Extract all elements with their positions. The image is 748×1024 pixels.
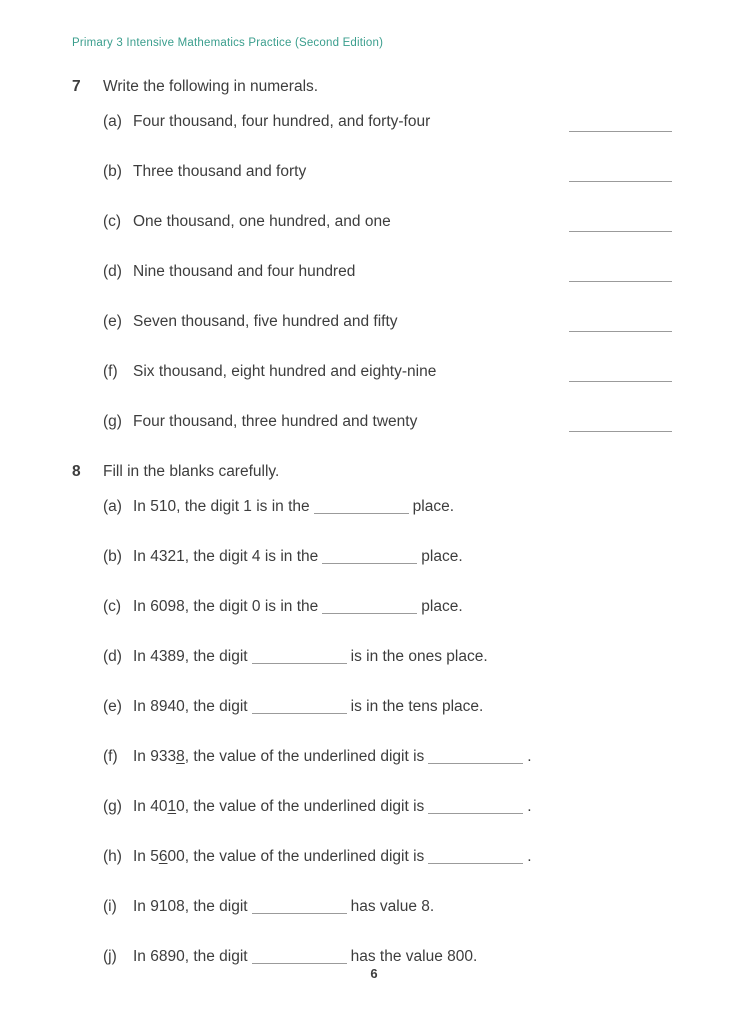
questions: [72, 76, 672, 996]
answer-blank: [314, 513, 409, 514]
question-item: [103, 696, 672, 718]
question-8: [72, 461, 672, 968]
item-text: In 4389, the digit is in the ones place.: [133, 648, 488, 665]
underlined-digit: 8: [176, 748, 185, 765]
item-label: (c): [103, 213, 122, 230]
item-label: (f): [103, 363, 118, 380]
item-label: (d): [103, 648, 122, 665]
item-label: (h): [103, 848, 122, 865]
item-text: In 510, the digit 1 is in the place.: [133, 498, 455, 515]
item-label: (b): [103, 163, 122, 180]
question-prompt: Write the following in numerals.: [103, 78, 319, 95]
question-item: [103, 646, 672, 668]
item-text: In 4321, the digit 4 is in the place.: [133, 548, 463, 565]
question-item: [103, 496, 672, 518]
answer-line: [569, 431, 672, 432]
item-label: (a): [103, 113, 122, 130]
question-item: [103, 946, 672, 968]
answer-blank: [252, 663, 347, 664]
item-label: (g): [103, 798, 122, 815]
running-header: Primary 3 Intensive Mathematics Practice (Second Edition): [72, 37, 384, 49]
item-label: (i): [103, 898, 117, 915]
question-item: [103, 411, 672, 433]
item-label: (c): [103, 598, 122, 615]
answer-line: [569, 331, 672, 332]
underlined-digit: 6: [158, 848, 168, 865]
answer-line: [569, 231, 672, 232]
item-text: Nine thousand and four hundred: [133, 263, 356, 280]
answer-blank: [252, 913, 347, 914]
answer-line: [569, 381, 672, 382]
answer-blank: [428, 763, 523, 764]
answer-blank: [322, 613, 417, 614]
item-label: (e): [103, 313, 122, 330]
question-item: [103, 896, 672, 918]
question-item: [103, 311, 672, 333]
item-text: Four thousand, four hundred, and forty-four: [133, 113, 431, 130]
item-label: (d): [103, 263, 122, 280]
item-text: Three thousand and forty: [133, 163, 307, 180]
answer-line: [569, 281, 672, 282]
question-header: [72, 76, 672, 98]
answer-blank: [252, 963, 347, 964]
item-text: In 9338, the value of the underlined digit is .: [133, 748, 532, 765]
item-label: (j): [103, 948, 117, 965]
answer-line: [569, 181, 672, 182]
item-text: In 5600, the value of the underlined digit is .: [133, 848, 532, 865]
answer-line: [569, 131, 672, 132]
item-text: Six thousand, eight hundred and eighty-nine: [133, 363, 437, 380]
question-prompt: Fill in the blanks carefully.: [103, 463, 280, 480]
answer-blank: [428, 813, 523, 814]
item-text: In 6890, the digit has the value 800.: [133, 948, 478, 965]
page-number: 6: [370, 966, 378, 981]
question-header: [72, 461, 672, 483]
answer-blank: [252, 713, 347, 714]
item-text: In 8940, the digit is in the tens place.: [133, 698, 484, 715]
item-text: Four thousand, three hundred and twenty: [133, 413, 418, 430]
question-item: [103, 796, 672, 818]
question-item: [103, 546, 672, 568]
question-item: [103, 111, 672, 133]
question-number: 7: [72, 78, 81, 95]
item-label: (f): [103, 748, 118, 765]
question-item: [103, 261, 672, 283]
item-label: (g): [103, 413, 122, 430]
item-label: (e): [103, 698, 122, 715]
question-item: [103, 211, 672, 233]
question-item: [103, 161, 672, 183]
item-text: In 4010, the value of the underlined digit is .: [133, 798, 532, 815]
question-item: [103, 361, 672, 383]
item-label: (b): [103, 548, 122, 565]
item-label: (a): [103, 498, 122, 515]
item-text: In 6098, the digit 0 is in the place.: [133, 598, 463, 615]
item-text: Seven thousand, five hundred and fifty: [133, 313, 398, 330]
question-number: 8: [72, 463, 81, 480]
item-text: One thousand, one hundred, and one: [133, 213, 391, 230]
question-item: [103, 846, 672, 868]
question-item: [103, 596, 672, 618]
item-text: In 9108, the digit has value 8.: [133, 898, 435, 915]
question-item: [103, 746, 672, 768]
answer-blank: [322, 563, 417, 564]
question-7: [72, 76, 672, 433]
underlined-digit: 1: [167, 798, 177, 815]
answer-blank: [428, 863, 523, 864]
